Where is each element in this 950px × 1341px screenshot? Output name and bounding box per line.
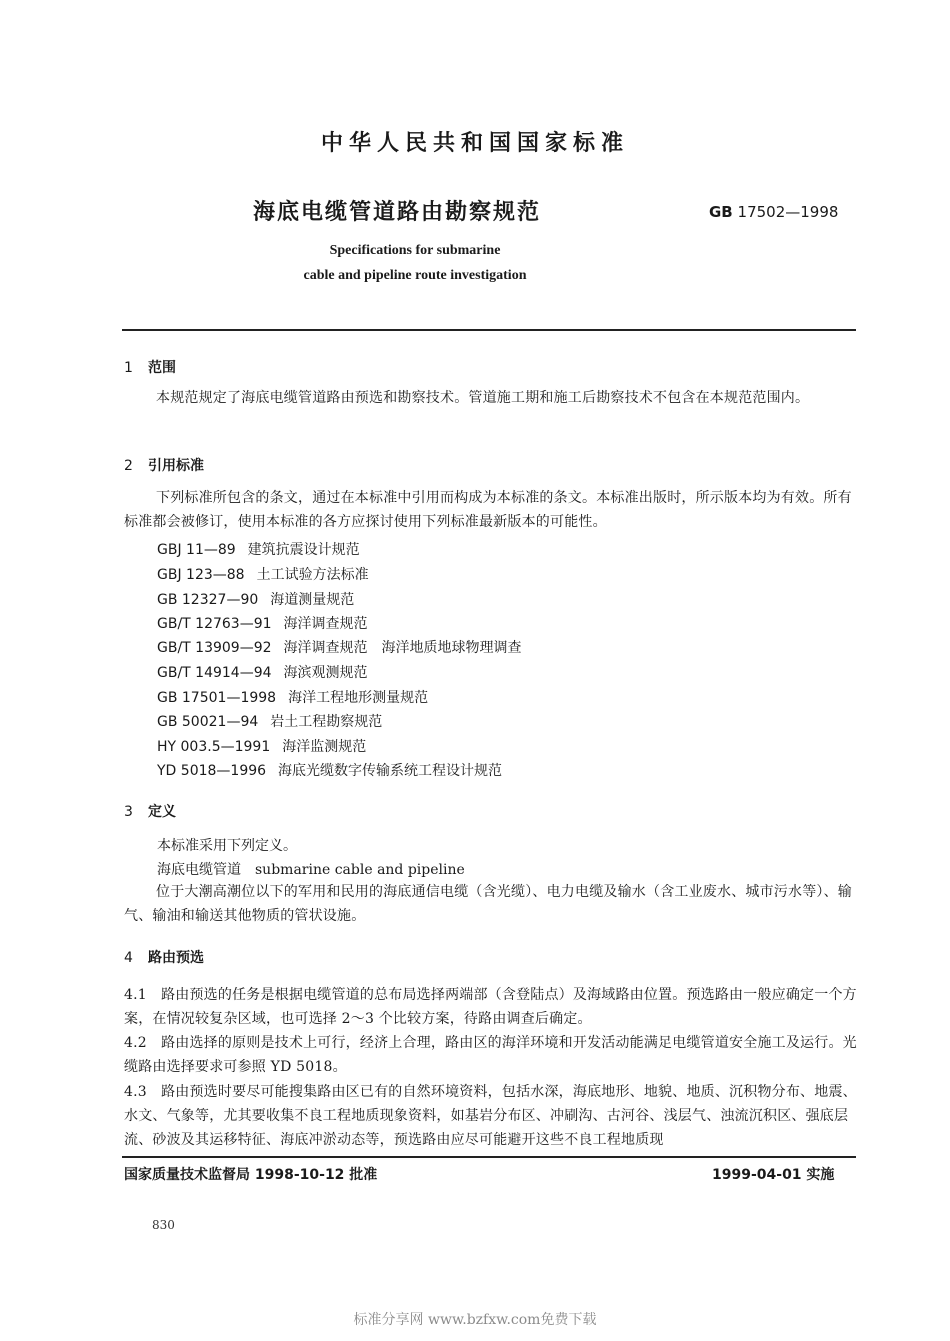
section-2-text: 下列标准所包含的条文，通过在本标准中引用而构成为本标准的条文。本标准出版时，所示版本均为有效。所有标准都会被修订，使用本标准的各方应探讨使用下列标准最新版本的可能性。 (124, 490, 852, 530)
reference-item: GB/T 13909—92 海洋调查规范 海洋地质地球物理调查 (157, 640, 522, 656)
national-standard-heading: 中华人民共和国国家标准 (320, 131, 629, 156)
reference-item: HY 003.5—1991 海洋监测规范 (157, 739, 367, 755)
document-title-en-line2: cable and pipeline route investigation (303, 268, 527, 283)
clause-4-3: 4.3 路由预选时要尽可能搜集路由区已有的自然环境资料，包括水深，海底地形、地貌、地质、沉积物分布、地震、水文、气象等，尤其要收集不良工程地质现象资料，如基岩分布区、冲刷沟、古河谷、浅层气、浊流沉积区、强底层流、砂波及其运移特征、海底冲淤动态等，预选路由应尽可能避开这些不良工程地质现 (124, 1084, 857, 1148)
header-divider (122, 329, 856, 331)
section-3-term: 海底电缆管道 submarine cable and pipeline (157, 862, 465, 878)
document-title-cn: 海底电缆管道路由勘察规范 (253, 200, 542, 225)
site-watermark: 标准分享网 www.bzfxw.com免费下载 (353, 1312, 597, 1328)
document-title-en-line1: Specifications for submarine (329, 243, 501, 258)
reference-item: GBJ 123—88 土工试验方法标准 (157, 567, 369, 583)
reference-item: GB/T 12763—91 海洋调查规范 (157, 616, 368, 632)
section-3-intro: 本标准采用下列定义。 (157, 838, 297, 854)
clause-4-1: 4.1 路由预选的任务是根据电缆管道的总布局选择两端部（含登陆点）及海域路由位置。预选路由一般应确定一个方案，在情况较复杂区域，也可选择 2～3 个比较方案，待路由调查后确定。 (124, 987, 857, 1027)
section-1-text: 本规范规定了海底电缆管道路由预选和勘察技术。管道施工期和施工后勘察技术不包含在本规范范围内。 (156, 390, 810, 406)
reference-item: GB 12327—90 海道测量规范 (157, 592, 355, 608)
standard-code (709, 203, 838, 221)
section-2-heading: 2 引用标准 (124, 458, 204, 474)
reference-item: YD 5018—1996 海底光缆数字传输系统工程设计规范 (157, 763, 503, 779)
section-1-heading: 1 范围 (124, 360, 176, 376)
standard-number: 17502—1998 (737, 203, 839, 221)
footer-divider (122, 1156, 856, 1158)
approval-note: 国家质量技术监督局 1998-10-12 批准 (124, 1167, 378, 1183)
effective-date: 1999-04-01 实施 (712, 1167, 835, 1183)
reference-item: GB 50021—94 岩土工程勘察规范 (157, 714, 383, 730)
section-4-heading: 4 路由预选 (124, 950, 204, 966)
section-3-heading: 3 定义 (124, 804, 176, 820)
standard-prefix: GB (709, 203, 733, 221)
reference-item: GBJ 11—89 建筑抗震设计规范 (157, 542, 360, 558)
reference-item: GB/T 14914—94 海滨观测规范 (157, 665, 368, 681)
clause-4-2: 4.2 路由选择的原则是技术上可行，经济上合理，路由区的海洋环境和开发活动能满足电缆管道安全施工及运行。光缆路由选择要求可参照 YD 5018。 (124, 1035, 857, 1075)
page-number: 830 (152, 1218, 175, 1232)
reference-item: GB 17501—1998 海洋工程地形测量规范 (157, 690, 429, 706)
section-3-definition: 位于大潮高潮位以下的军用和民用的海底通信电缆（含光缆）、电力电缆及输水（含工业废水、城市污水等）、输气、输油和输送其他物质的管状设施。 (124, 884, 852, 924)
